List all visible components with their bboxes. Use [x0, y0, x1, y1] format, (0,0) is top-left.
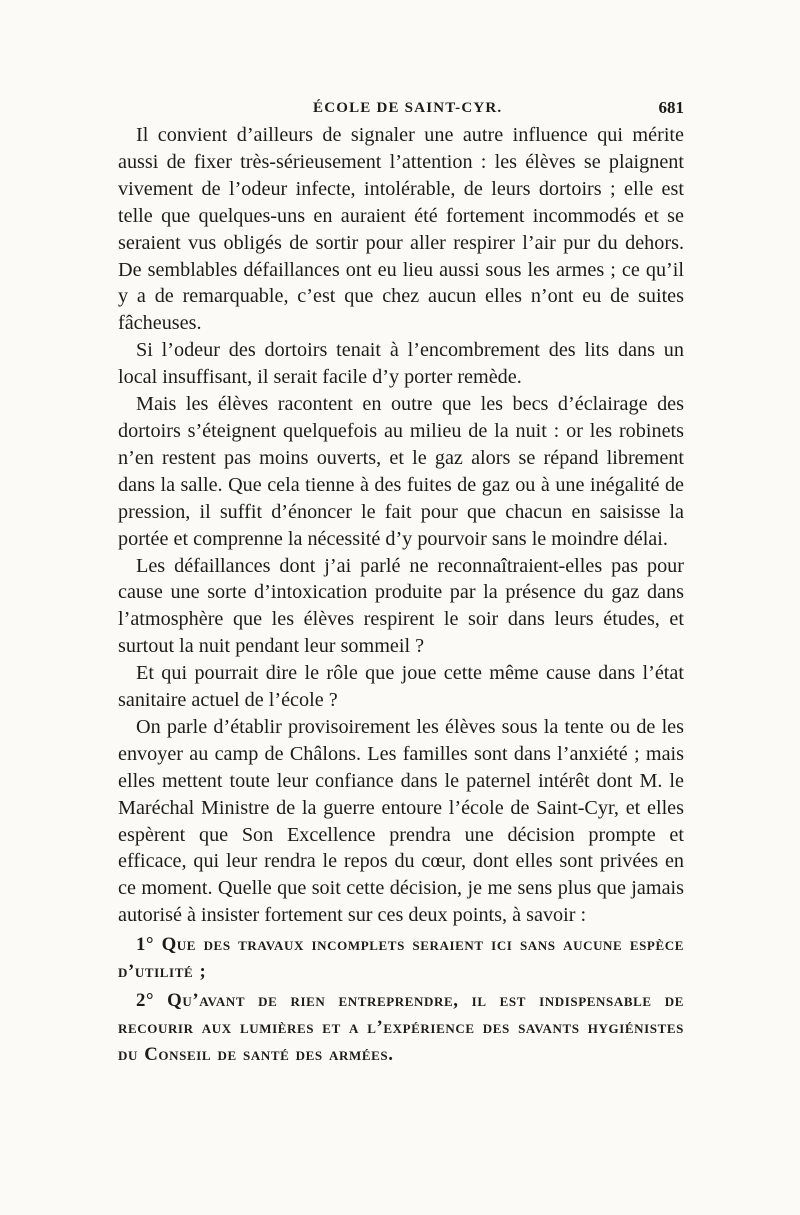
paragraph: On parle d’établir provisoirement les élèves sous la tente ou de les envoyer au camp de Châlons. Les familles sont dans l’anxiété ; mais elles mettent toute leur confiance dans le paternel intérêt dont M. le Maréchal Ministre de la guerre entoure l’école de Saint-Cyr, et elles espèrent que Son Excellence prendra une décision prompte et efficace, qui leur rendra le repos du cœur, dont elles sont privées en ce moment. Quelle que soit cette décision, je me sens plus que jamais autorisé à insister fortement sur ces deux points, à savoir :	[118, 715, 684, 927]
paragraph: Mais les élèves racontent en outre que les becs d’éclairage des dortoirs s’éteignent quelquefois au milieu de la nuit : or les robinets n’en restent pas moins ouverts, et le gaz alors se répand librement dans la salle. Que cela tienne à des fuites de gaz ou à une inégalité de pression, il suffit d’énoncer le fait pour que chacun en saisisse la portée et comprenne la nécessité d’y pourvoir sans le moindre délai.	[118, 393, 684, 550]
running-head	[118, 90, 684, 122]
paragraph: Et qui pourrait dire le rôle que joue cette même cause dans l’état sanitaire actuel de l’école ?	[118, 662, 684, 712]
numbered-point: 1° Que des travaux incomplets seraient ici sans aucune espèce d’utilité ;	[118, 934, 684, 983]
numbered-point: 2° Qu’avant de rien entreprendre, il est indispensable de recourir aux lumières et a l’expérience des savants hygiénistes du Conseil de santé des armées.	[118, 990, 684, 1066]
body-text	[118, 122, 684, 1068]
running-title: ÉCOLE DE SAINT-CYR.	[313, 100, 503, 116]
page-number: 681	[658, 98, 684, 117]
paragraph: Il convient d’ailleurs de signaler une autre influence qui mérite aussi de fixer très-sérieusement l’attention : les élèves se plaignent vivement de l’odeur infecte, intolérable, de leurs dortoirs ; elle est telle que quelques-uns en auraient été fortement incommodés et se seraient vus obligés de sortir pour aller respirer l’air pur du dehors. De semblables défaillances ont eu lieu aussi sous les armes ; ce qu’il y a de remarquable, c’est que chez aucun elles n’ont eu de suites fâcheuses.	[118, 124, 684, 335]
paragraph: Les défaillances dont j’ai parlé ne reconnaîtraient-elles pas pour cause une sorte d’intoxication produite par la présence du gaz dans l’atmosphère que les élèves respirent le soir dans leurs études, et surtout la nuit pendant leur sommeil ?	[118, 554, 684, 658]
paragraph: Si l’odeur des dortoirs tenait à l’encombrement des lits dans un local insuffisant, il serait facile d’y porter remède.	[118, 339, 684, 389]
book-page	[118, 90, 684, 1068]
